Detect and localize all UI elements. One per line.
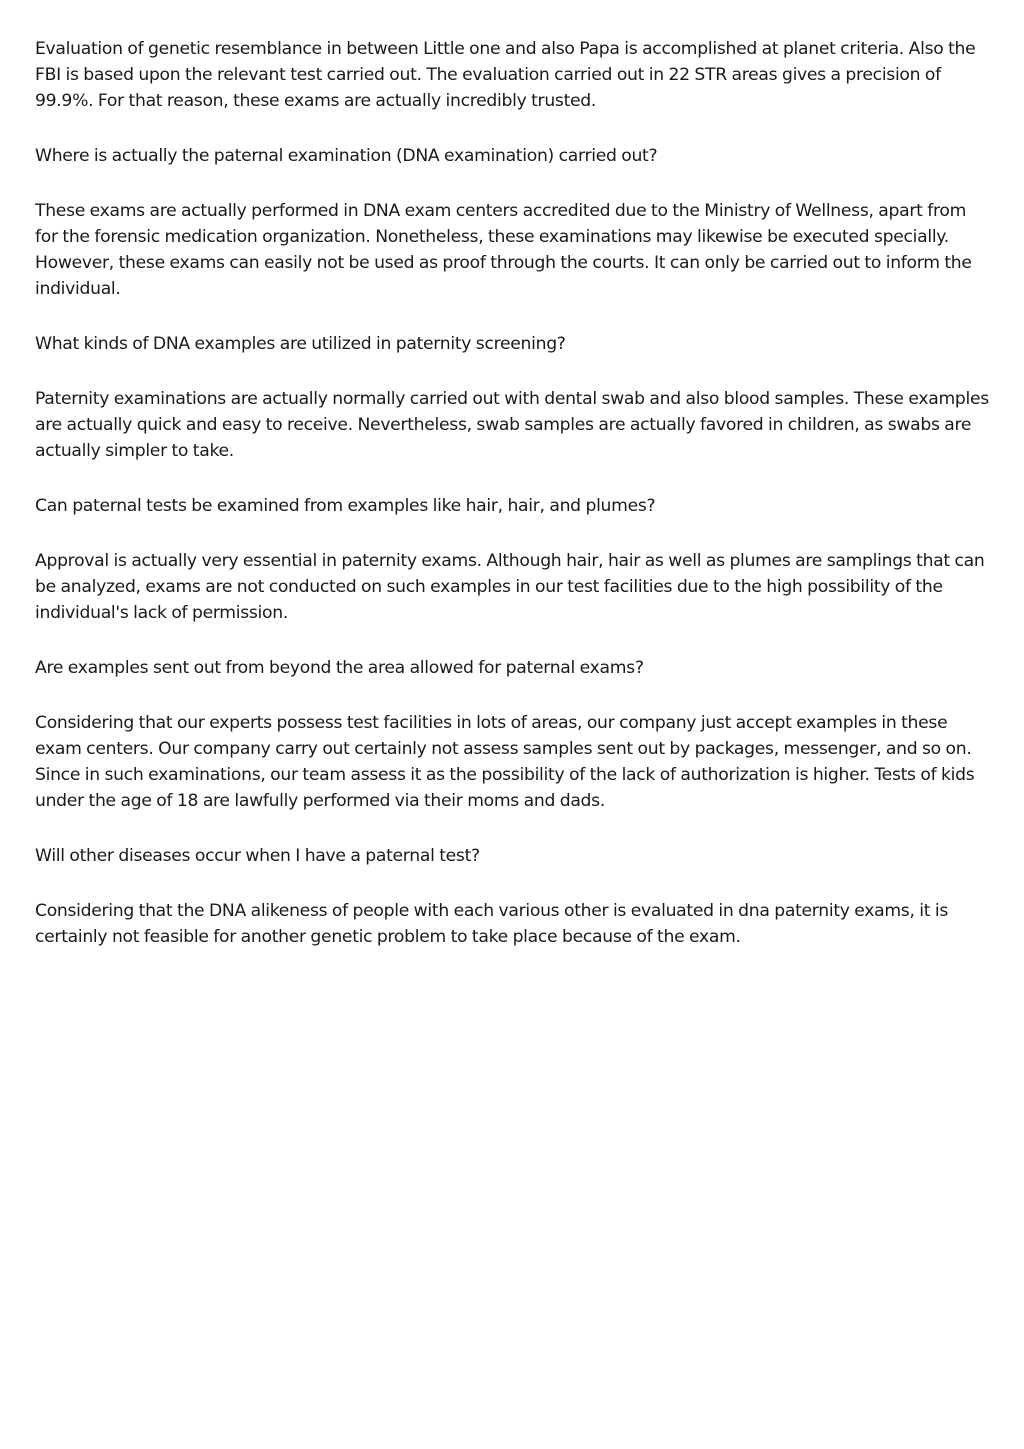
document-body: [35, 36, 990, 979]
question-samples-sent: Are examples sent out from beyond the area allowed for paternal exams?: [35, 658, 644, 678]
paragraph-exam-centers: These exams are actually performed in DNA exam centers accredited due to the Ministry of Wellness, apart from for the forensic medication organization. Nonetheless, these examinations may likewise be executed specially. However, these exams can easily not be used as proof through the courts. It can only be carried out to inform the individual.: [35, 201, 972, 299]
question-hair-plumes: Can paternal tests be examined from examples like hair, hair, and plumes?: [35, 496, 656, 516]
paragraph-genetic-resemblance: Evaluation of genetic resemblance in between Little one and also Papa is accomplished at planet criteria. Also the FBI is based upon the relevant test carried out. The evaluation carried out in 22 STR areas gives a precision of 99.9%. For that reason, these exams are actually incredibly trusted.: [35, 39, 976, 111]
paragraph-approval: Approval is actually very essential in paternity exams. Although hair, hair as well as plumes are samplings that can be analyzed, exams are not conducted on such examples in our test facilities due to the high possibility of the individual's lack of permission.: [35, 551, 985, 623]
question-sample-kinds: What kinds of DNA examples are utilized in paternity screening?: [35, 334, 566, 354]
paragraph-dna-alikeness: Considering that the DNA alikeness of people with each various other is evaluated in dna paternity exams, it is certainly not feasible for another genetic problem to take place because of the exam.: [35, 901, 948, 947]
paragraph-swab-blood: Paternity examinations are actually normally carried out with dental swab and also blood samples. These examples are actually quick and easy to receive. Nevertheless, swab samples are actually favored in children, as swabs are actually simpler to take.: [35, 389, 989, 461]
question-where-performed: Where is actually the paternal examination (DNA examination) carried out?: [35, 146, 658, 166]
paragraph-test-facilities: Considering that our experts possess test facilities in lots of areas, our company just accept examples in these exam centers. Our company carry out certainly not assess samples sent out by packages, messenger, and so on. Since in such examinations, our team assess it as the possibility of the lack of authorization is higher. Tests of kids under the age of 18 are lawfully performed via their moms and dads.: [35, 713, 975, 811]
question-other-diseases: Will other diseases occur when I have a paternal test?: [35, 846, 480, 866]
